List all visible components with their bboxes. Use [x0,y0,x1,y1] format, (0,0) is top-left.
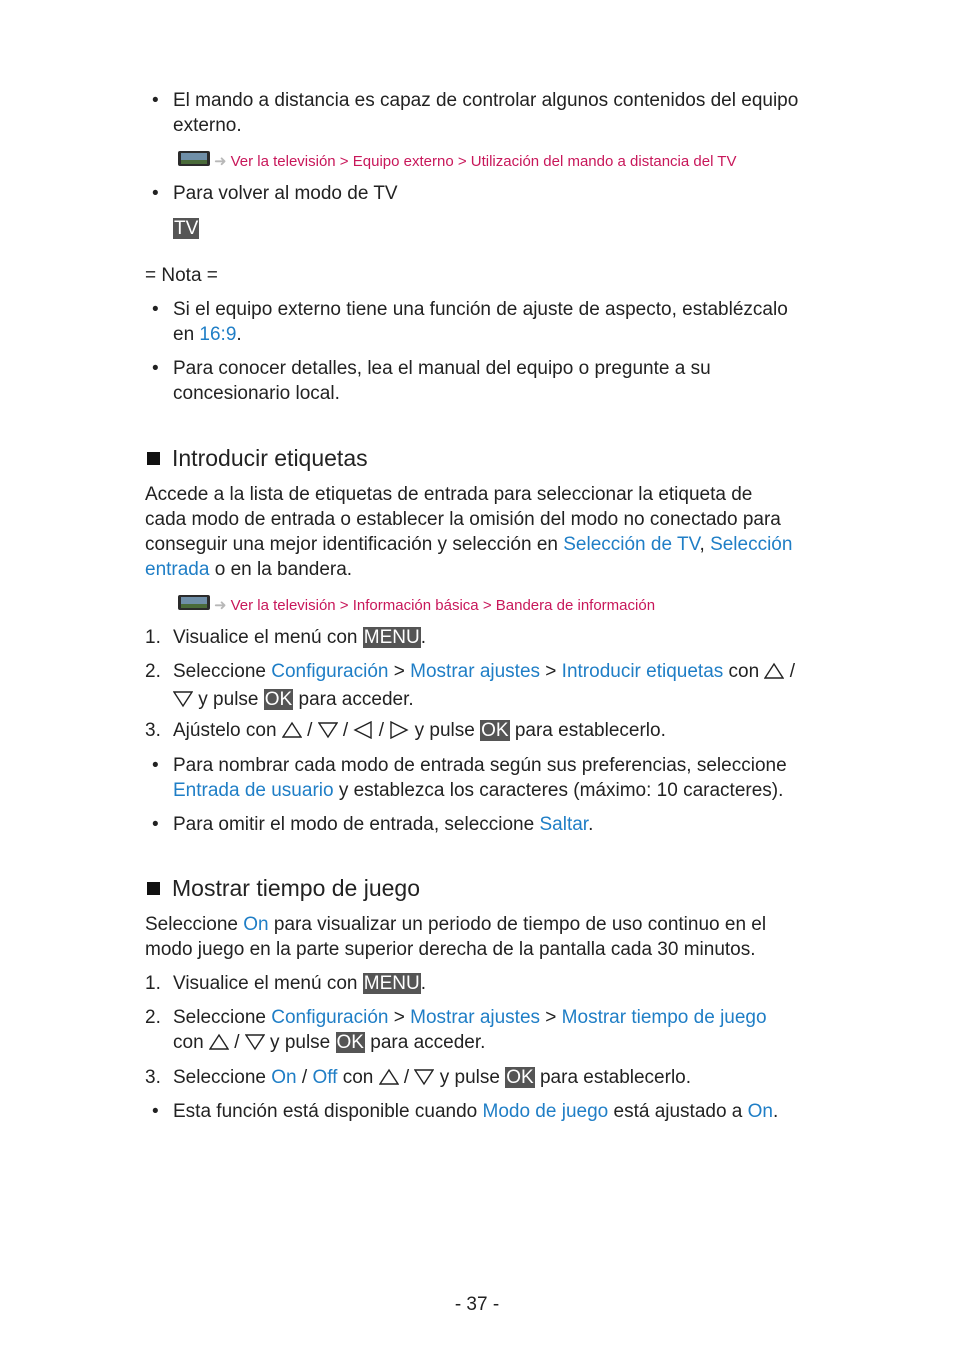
nav-link[interactable]: Ver la televisión [230,597,336,614]
link-off[interactable]: Off [312,1067,338,1088]
note-item: Para conocer detalles, lea el manual del equipo o pregunte a su concesionario local. [173,358,711,404]
step-number: 3. [145,720,161,741]
nav-path: ➜ Ver la televisión > Equipo externo > Utilización del mando a distancia del TV [178,149,736,176]
link-on[interactable]: On [243,914,269,935]
step-text: Seleccione Configuración > Mostrar ajustes > Mostrar tiempo de juego con / y pulse OK para acceder. [173,1005,767,1058]
ok-key: OK [506,1067,534,1088]
aspect-link[interactable]: 16:9 [199,324,237,345]
triangle-down-icon [318,721,338,746]
link-mostrar-ajustes[interactable]: Mostrar ajustes [410,661,541,682]
nav-link[interactable]: Bandera de información [495,597,656,614]
bullet-text: Para volver al modo de TV [173,183,398,204]
link-seleccion-entrada[interactable]: entrada [145,559,210,580]
bullet-dot: • [152,814,159,835]
note-heading: = Nota = [145,265,218,286]
link-introducir-etiquetas[interactable]: Introducir etiquetas [561,661,724,682]
link-seleccion-tv[interactable]: Selección de TV [563,534,700,555]
step-text: Seleccione Configuración > Mostrar ajustes > Introducir etiquetas con / y pulse OK para acceder. [173,659,795,715]
nav-link[interactable]: Información básica [352,597,479,614]
step-number: 3. [145,1067,161,1088]
triangle-down-icon [414,1068,434,1093]
menu-key: MENU [363,973,420,994]
bullet-dot: • [152,90,159,111]
square-bullet-icon [147,882,160,895]
step-text: Ajústelo con / / / y pulse OK para establecerlo. [173,718,666,746]
tv-nav-icon [178,150,212,176]
triangle-up-icon [764,662,784,687]
nav-link[interactable]: Ver la televisión [230,153,336,170]
step-text: Visualice el menú con MENU. [173,973,426,994]
section-heading: Introducir etiquetas [147,446,368,471]
bullet-dot: • [152,299,159,320]
page-number: - 37 - [454,1294,500,1315]
bullet-text: Para nombrar cada modo de entrada según sus preferencias, seleccione Entrada de usuario y establezca los caracteres (máximo: 10 caracteres). [173,755,787,801]
menu-key: MENU [363,627,420,648]
link-configuracion[interactable]: Configuración [271,1007,389,1028]
nav-link[interactable]: Equipo externo [352,153,454,170]
link-mostrar-ajustes[interactable]: Mostrar ajustes [410,1007,541,1028]
link-configuracion[interactable]: Configuración [271,661,389,682]
triangle-up-icon [379,1068,399,1093]
step-number: 2. [145,661,161,682]
link-seleccion-entrada[interactable]: Selección [710,534,793,555]
bullet-text: Esta función está disponible cuando Modo de juego está ajustado a On. [173,1101,779,1122]
link-on[interactable]: On [271,1067,297,1088]
section-heading: Mostrar tiempo de juego [147,876,420,901]
nav-path: ➜ Ver la televisión > Información básica > Bandera de información [178,593,655,620]
bullet-dot: • [152,1101,159,1122]
step-number: 1. [145,973,161,994]
section-paragraph: Accede a la lista de etiquetas de entrada para seleccionar la etiqueta de cada modo de entrada o establecer la omisión del modo no conectado para conseguir una mejor identificación y selección en Selección de TV, Selección entrada o en la bandera. [145,484,793,580]
link-saltar[interactable]: Saltar [539,814,589,835]
link-modo-de-juego[interactable]: Modo de juego [482,1101,609,1122]
section-paragraph: Seleccione On para visualizar un periodo de tiempo de uso continuo en el modo juego en la parte superior derecha de la pantalla cada 30 minutos. [145,914,767,960]
link-on[interactable]: On [747,1101,774,1122]
square-bullet-icon [147,452,160,465]
triangle-down-icon [245,1033,265,1058]
triangle-up-icon [209,1033,229,1058]
step-text: Seleccione On / Off con / y pulse OK para establecerlo. [173,1065,691,1093]
triangle-up-icon [282,721,302,746]
ok-key: OK [481,720,509,741]
ok-key: OK [336,1032,364,1053]
triangle-down-icon [173,690,193,715]
bullet-text: Para omitir el modo de entrada, seleccione Saltar. [173,814,594,835]
bullet-text: El mando a distancia es capaz de controlar algunos contenidos del equipo externo. [173,90,799,136]
bullet-dot: • [152,755,159,776]
note-item: Si el equipo externo tiene una función de ajuste de aspecto, establézcalo en 16:9. [173,299,788,345]
triangle-right-icon [389,721,409,746]
bullet-dot: • [152,358,159,379]
tv-nav-icon [178,594,212,620]
ok-key: OK [264,689,293,710]
link-entrada-de-usuario[interactable]: Entrada de usuario [173,780,334,801]
link-mostrar-tiempo-de-juego[interactable]: Mostrar tiempo de juego [561,1007,767,1028]
step-number: 2. [145,1007,161,1028]
nav-link[interactable]: Utilización del mando a distancia del TV [470,153,737,170]
step-text: Visualice el menú con MENU. [173,627,426,648]
triangle-left-icon [353,721,373,746]
arrow-right-icon: ➜ [214,153,227,170]
tv-key: TV [174,218,199,239]
arrow-right-icon: ➜ [214,597,227,614]
bullet-dot: • [152,183,159,204]
step-number: 1. [145,627,161,648]
